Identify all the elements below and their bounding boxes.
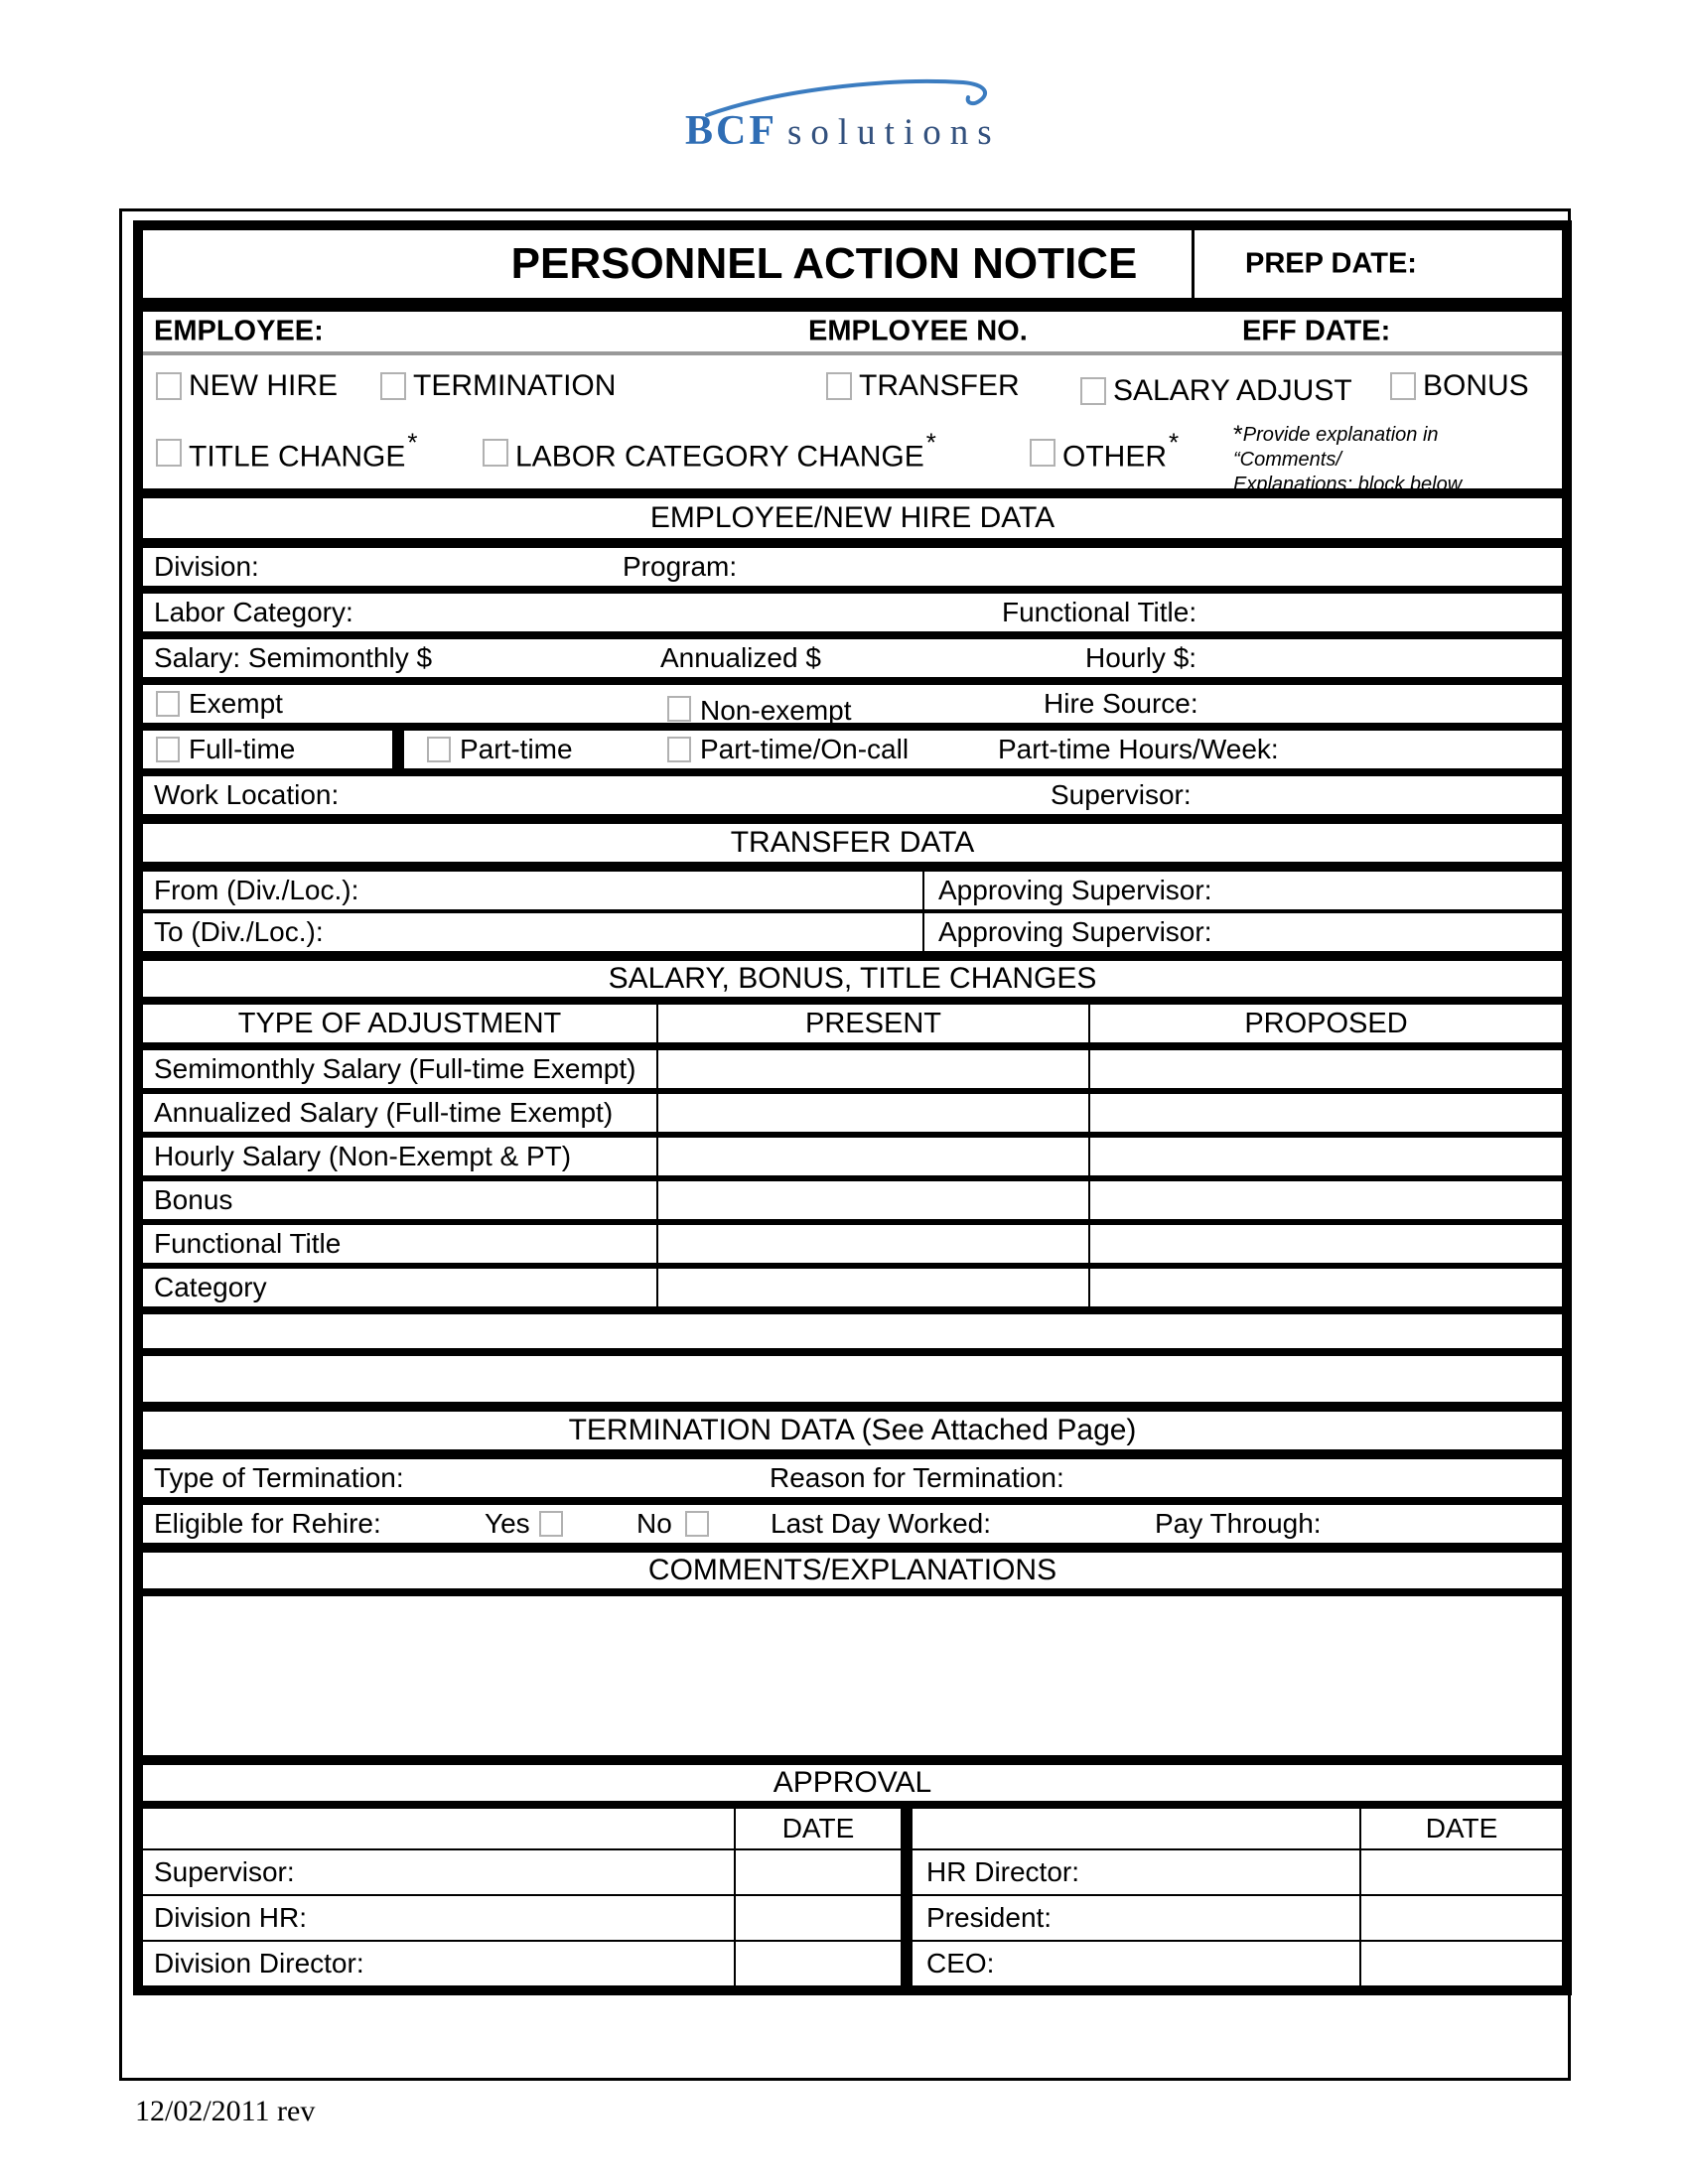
action-row-2 [143,417,1562,495]
proposed-cell[interactable] [1090,1181,1562,1219]
proposed-cell[interactable] [1090,1094,1562,1132]
approval-row-division-hr [143,1896,1562,1940]
divider [901,1809,913,1848]
exempt-checkbox[interactable] [156,691,180,717]
divider [901,1896,913,1940]
part-time-on-call-checkbox[interactable] [667,737,691,762]
labor-category-row [143,594,1562,631]
approval-left-date-header: DATE [781,1813,855,1843]
non-exempt-label: Non-exempt [700,694,852,726]
present-cell[interactable] [658,1181,1090,1219]
new-hire-checkbox[interactable] [156,372,182,400]
transfer-from-label: From (Div./Loc.): [154,875,359,905]
comments-box[interactable] [143,1596,1562,1755]
supervisor-label: Supervisor: [1051,779,1192,810]
divider [1192,230,1195,298]
adjustment-row-category [143,1269,1562,1306]
adjustment-label: Category [154,1272,267,1302]
employee-label: EMPLOYEE: [154,315,324,347]
blank-row[interactable] [143,1314,1562,1348]
adjustments-table-header [143,1005,1562,1042]
divider [143,997,1562,1005]
explanation-footnote [1233,423,1551,497]
to-approving-supervisor-label: Approving Supervisor: [938,916,1212,947]
part-time-on-call-label: Part-time/On-call [700,734,910,764]
division-label: Division: [154,551,259,582]
divider [143,768,1562,776]
termination-label: TERMINATION [413,369,617,402]
rehire-row [143,1505,1562,1543]
president-date-cell[interactable] [1361,1896,1562,1940]
labor-category-change-label: LABOR CATEGORY CHANGE* [515,427,936,474]
divider [143,1042,1562,1050]
adjustment-row-hourly [143,1138,1562,1175]
personnel-action-form [133,220,1572,1995]
divider [143,951,1562,961]
title-change-checkbox[interactable] [156,439,182,467]
divider [901,1850,913,1894]
salary-adjust-label: SALARY ADJUST [1113,373,1352,407]
divider [143,1588,1562,1596]
divider [143,1755,1562,1765]
transfer-data-header: TRANSFER DATA [143,824,1562,862]
hire-source-label: Hire Source: [1044,688,1198,719]
asterisk-marker: * [407,427,418,458]
divider [143,862,1562,872]
rehire-no-checkbox[interactable] [685,1511,709,1537]
proposed-cell[interactable] [1090,1269,1562,1306]
salary-adjust-checkbox[interactable] [1080,377,1106,405]
present-cell[interactable] [658,1094,1090,1132]
action-type-section [143,355,1562,495]
approval-right-date-header: DATE [1425,1813,1498,1843]
adjustment-row-functional-title [143,1225,1562,1263]
exempt-row [143,685,1562,726]
divider [143,631,1562,639]
adjustment-row-semimonthly [143,1050,1562,1088]
other-label: OTHER* [1062,427,1180,474]
transfer-checkbox[interactable] [826,372,852,400]
present-cell[interactable] [658,1138,1090,1175]
approval-row-division-director [143,1942,1562,1985]
work-location-label: Work Location: [154,779,340,810]
employee-new-hire-data-header: EMPLOYEE/NEW HIRE DATA [143,498,1562,538]
divider [143,1801,1562,1809]
part-time-checkbox[interactable] [427,737,451,762]
employee-no-label: EMPLOYEE NO. [808,315,1028,347]
asterisk-marker: * [1169,427,1180,458]
division-program-row [143,548,1562,586]
labor-category-change-checkbox[interactable] [483,439,508,467]
comments-explanations-header: COMMENTS/EXPLANATIONS [143,1553,1562,1588]
other-checkbox[interactable] [1030,439,1055,467]
part-time-hours-label: Part-time Hours/Week: [998,734,1279,764]
hr-director-signature-label: HR Director: [926,1856,1080,1887]
adjustment-label: Hourly Salary (Non-Exempt & PT) [154,1141,572,1171]
pay-through-label: Pay Through: [1155,1508,1322,1539]
asterisk-marker: * [925,427,936,458]
transfer-from-row [143,872,1562,909]
revision-date: 12/02/2011 rev [135,2095,316,2127]
title-row [143,230,1562,298]
hourly-label: Hourly $: [1085,642,1197,673]
divider [143,1543,1562,1553]
page-title: PERSONNEL ACTION NOTICE [510,239,1138,288]
present-cell[interactable] [658,1050,1090,1088]
salary-semimonthly-label: Salary: Semimonthly $ [154,642,433,673]
divider [143,1348,1562,1356]
rehire-yes-label: Yes [485,1508,530,1539]
divider [143,538,1562,548]
proposed-cell[interactable] [1090,1050,1562,1088]
president-signature-label: President: [926,1902,1053,1933]
blank-row[interactable] [143,1356,1562,1402]
transfer-label: TRANSFER [859,369,1020,402]
type-of-adjustment-header: TYPE OF ADJUSTMENT [143,1005,658,1042]
adjustment-label: Functional Title [154,1228,342,1259]
full-time-label: Full-time [189,734,296,764]
divider [143,814,1562,824]
part-time-label: Part-time [460,734,573,764]
form-outer-frame [119,208,1571,2081]
transfer-to-label: To (Div./Loc.): [154,916,324,947]
supervisor-date-cell[interactable] [736,1850,901,1894]
last-day-worked-label: Last Day Worked: [771,1508,992,1539]
proposed-cell[interactable] [1090,1138,1562,1175]
transfer-data-block [143,872,1562,951]
bonus-checkbox[interactable] [1390,372,1416,400]
employment-type-row [143,731,1562,768]
approval-row-supervisor [143,1850,1562,1894]
present-header: PRESENT [658,1005,1090,1042]
divider [143,1306,1562,1314]
division-director-date-cell[interactable] [736,1942,901,1985]
logo-solutions: solutions [787,112,1001,153]
adjustment-row-annualized [143,1094,1562,1132]
ceo-signature-label: CEO: [926,1948,995,1979]
approval-right-signer-header [913,1809,1361,1848]
rehire-yes-checkbox[interactable] [539,1511,563,1537]
termination-data-header: TERMINATION DATA (See Attached Page) [143,1412,1562,1449]
adjustment-label: Annualized Salary (Full-time Exempt) [154,1097,614,1128]
footnote-line2: Explanations: block below [1233,474,1463,495]
division-hr-signature-label: Division HR: [154,1902,308,1933]
non-exempt-checkbox[interactable] [667,696,691,722]
footnote-star: * [1233,421,1243,449]
present-cell[interactable] [658,1269,1090,1306]
proposed-cell[interactable] [1090,1225,1562,1263]
logo-bcf: BCF [685,108,777,154]
adjustment-label: Bonus [154,1184,233,1215]
divider [143,586,1562,594]
divider [143,1402,1562,1412]
divider [901,1942,913,1985]
prep-date-label: PREP DATE: [1245,247,1417,280]
work-location-row [143,776,1562,814]
approval-header: APPROVAL [143,1765,1562,1801]
division-hr-date-cell[interactable] [736,1896,901,1940]
program-label: Program: [623,551,738,582]
approval-left-signer-header [143,1809,736,1848]
hr-director-date-cell[interactable] [1361,1850,1562,1894]
annualized-label: Annualized $ [660,642,821,673]
divider [143,1497,1562,1505]
termination-type-label: Type of Termination: [154,1462,404,1493]
eff-date-label: EFF DATE: [1242,315,1391,347]
logo-text [685,107,1001,155]
title-change-label: TITLE CHANGE* [189,427,418,474]
full-time-checkbox[interactable] [156,737,180,762]
divider [143,723,1562,731]
termination-checkbox[interactable] [380,372,406,400]
present-cell[interactable] [658,1225,1090,1263]
new-hire-label: NEW HIRE [189,369,338,402]
rehire-no-label: No [636,1508,672,1539]
ceo-date-cell[interactable] [1361,1942,1562,1985]
exempt-label: Exempt [189,688,283,719]
divider [392,731,404,768]
division-director-signature-label: Division Director: [154,1948,364,1979]
termination-reason-label: Reason for Termination: [770,1462,1064,1493]
transfer-to-row [143,913,1562,951]
salary-bonus-title-changes-header: SALARY, BONUS, TITLE CHANGES [143,961,1562,997]
supervisor-signature-label: Supervisor: [154,1856,295,1887]
eligible-rehire-label: Eligible for Rehire: [154,1508,381,1539]
action-row-1 [143,355,1562,417]
salary-row [143,639,1562,677]
labor-category-label: Labor Category: [154,597,353,627]
functional-title-label: Functional Title: [1002,597,1197,627]
termination-type-row [143,1459,1562,1497]
company-logo [685,69,1023,159]
approval-table-header [143,1809,1562,1848]
proposed-header: PROPOSED [1244,1007,1408,1039]
footnote-line1: Provide explanation in “Comments/ [1233,424,1439,471]
divider [143,677,1562,685]
from-approving-supervisor-label: Approving Supervisor: [938,875,1212,905]
adjustment-row-bonus [143,1181,1562,1219]
divider [143,1449,1562,1459]
employee-row [143,312,1562,351]
adjustment-label: Semimonthly Salary (Full-time Exempt) [154,1053,636,1084]
bonus-label: BONUS [1423,369,1529,402]
divider [143,300,1562,312]
